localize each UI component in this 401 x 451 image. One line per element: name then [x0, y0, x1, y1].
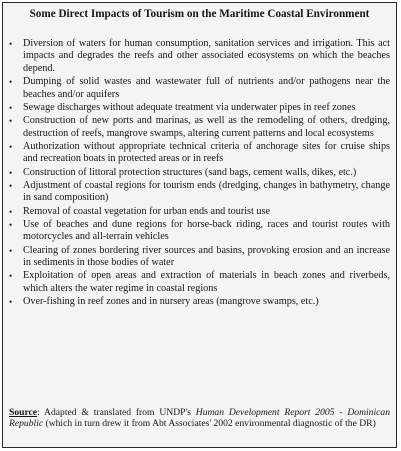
bullet-icon: •	[9, 39, 13, 49]
list-item	[9, 115, 390, 140]
bullet-icon: •	[9, 245, 13, 256]
impact-text: Sewage discharges without adequate treatment via underwater pipes in reef zones	[23, 101, 356, 113]
source-report-title: Human Development Report 2005 - Dominican Republic	[9, 407, 390, 430]
impact-text: Construction of littoral protection structures (sand bags, cement walls, dikes, etc.)	[23, 166, 357, 178]
bullet-icon: •	[9, 102, 13, 113]
list-item	[9, 38, 390, 75]
impacts-list	[9, 38, 390, 309]
impact-text: Clearing of zones bordering river sources and basins, provoking erosion and an increase in sediments in those bodies of water	[23, 244, 390, 268]
bullet-icon: •	[9, 180, 13, 191]
impact-text: Removal of coastal vegetation for urban ends and tourist use	[23, 205, 270, 217]
list-item	[9, 270, 390, 295]
source-text-after: (which in turn drew it from Abt Associates' 2002 environmental diagnostic of the DR)	[43, 418, 376, 430]
list-item	[9, 76, 390, 101]
impact-text: Exploitation of open areas and extraction of materials in beach zones and riverbeds, which alters the water regime in coastal regions	[23, 270, 390, 294]
source-note	[9, 407, 390, 430]
source-label: Source	[9, 407, 38, 418]
impact-text: Dumping of solid wastes and wastewater full of nutrients and/or pathogens near the beaches and/or aquifers	[23, 76, 390, 100]
impact-text: Adjustment of coastal regions for tourism ends (dredging, changes in bathymetry, change in sand composition)	[23, 179, 390, 204]
list-item	[9, 206, 390, 218]
list-item	[9, 141, 390, 166]
bullet-icon: •	[9, 141, 13, 152]
impact-text: Construction of new ports and marinas, as well as the remodeling of others, dredging, destruction of reefs, mangrove swamps, altering current patterns and local ecosystems	[23, 115, 390, 139]
bullet-icon: •	[9, 219, 13, 230]
bullet-icon: •	[9, 271, 13, 282]
bullet-icon: •	[9, 116, 13, 127]
impacts-box	[2, 2, 397, 448]
list-item	[9, 102, 390, 114]
list-item	[9, 180, 390, 205]
list-item	[9, 296, 390, 308]
box-title: Some Direct Impacts of Tourism on the Maritime Coastal Environment	[29, 8, 370, 20]
impact-text: Diversion of waters for human consumption, sanitation services and irrigation. This act impacts and degrades the reefs and other associated ecosystems on which the beaches depend.	[23, 38, 390, 74]
impact-text: Over-fishing in reef zones and in nursery areas (mangrove swamps, etc.)	[23, 295, 319, 307]
bullet-icon: •	[9, 206, 13, 217]
source-text-before: : Adapted & translated from UNDP's	[37, 407, 196, 418]
bullet-icon: •	[9, 296, 13, 307]
list-item	[9, 219, 390, 244]
impact-text: Use of beaches and dune regions for horse-back riding, races and tourist routes with motorcycles and all-terrain vehicles	[23, 218, 390, 243]
impact-text: Authorization without appropriate technical criteria of anchorage sites for cruise ships and recreation boats in protected areas or in reefs	[23, 140, 390, 165]
bullet-icon: •	[9, 77, 13, 88]
list-item	[9, 167, 390, 179]
list-item	[9, 245, 390, 270]
bullet-icon: •	[9, 167, 13, 178]
